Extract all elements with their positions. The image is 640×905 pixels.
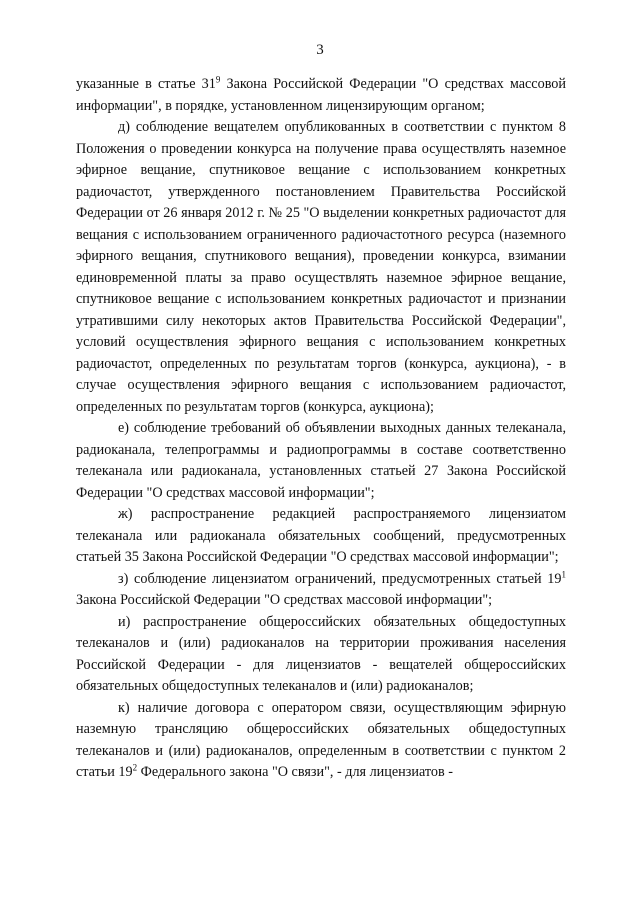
paragraph-text: ж) распространение редакцией распространяемого лицензиатом телеканала или радиоканала обязательных сообщений, предусмотренных статьей 35 Закона Российской Федерации "О средствах массовой информации"; (76, 506, 566, 565)
paragraph-item-zh (76, 504, 566, 569)
paragraph-item-e (76, 418, 566, 504)
superscript-index: 9 (215, 74, 221, 85)
paragraph-item-k (76, 698, 566, 784)
paragraph-continuation (76, 74, 566, 117)
paragraph-item-d (76, 117, 566, 418)
paragraph-text: к) наличие договора с оператором связи, осуществляющим эфирную наземную трансляцию общероссийских обязательных общедоступных телеканалов и (или) радиоканалов, определенным в соответствии с пунктом 2 статьи 19 (76, 699, 566, 780)
paragraph-text: д) соблюдение вещателем опубликованных в соответствии с пунктом 8 Положения о проведении конкурса на получение права осуществлять наземное эфирное вещание, спутниковое вещание с использованием конкретных радиочастот, утвержденного постановлением Правительства Российской Федерации от 26 января 2012 г. № 25 "О выделении конкретных радиочастот для вещания с использованием ограниченного радиочастотного ресурса (наземного эфирного вещания, спутникового вещания), проведении конкурса, взимании единовременной платы за право осуществлять наземное эфирное вещание, спутниковое вещание с использованием конкретных радиочастот и признании утратившими силу некоторых актов Правительства Российской Федерации", условий осуществления эфирного вещания с использованием конкретных радиочастот, определенных по результатам торгов (конкурса, аукциона), - в случае осуществления эфирного вещания с использованием радиочастот, определенных по результатам торгов (конкурса, аукциона); (76, 119, 566, 415)
superscript-index: 1 (561, 568, 566, 579)
page-number: 3 (316, 42, 324, 58)
paragraph-item-z (76, 569, 566, 612)
superscript-index: 2 (132, 762, 138, 773)
paragraph-item-i (76, 612, 566, 698)
paragraph-text: указанные в статье 31 (76, 76, 216, 92)
paragraph-text: и) распространение общероссийских обязательных общедоступных телеканалов и (или) радиоканалов на территории проживания населения Российской Федерации - для лицензиатов - вещателей общероссийских обязательных общедоступных телеканалов и (или) радиоканалов; (76, 613, 566, 694)
paragraph-text-tail: Закона Российской Федерации "О средствах массовой информации"; (76, 592, 493, 608)
document-body (76, 74, 566, 784)
paragraph-text: з) соблюдение лицензиатом ограничений, предусмотренных статьей 19 (118, 570, 562, 587)
paragraph-text-tail: Федерального закона "О связи", - для лицензиатов - (137, 764, 453, 780)
paragraph-text: е) соблюдение требований об объявлении выходных данных телеканала, радиоканала, телепрограммы и радиопрограммы в составе соответственно телеканала или радиоканала, установленных статьей 27 Закона Российской Федерации "О средствах массовой информации"; (76, 420, 566, 501)
paragraph-text-tail: Закона Российской Федерации "О средствах массовой информации", в порядке, установленном лицензирующим органом; (76, 76, 566, 114)
